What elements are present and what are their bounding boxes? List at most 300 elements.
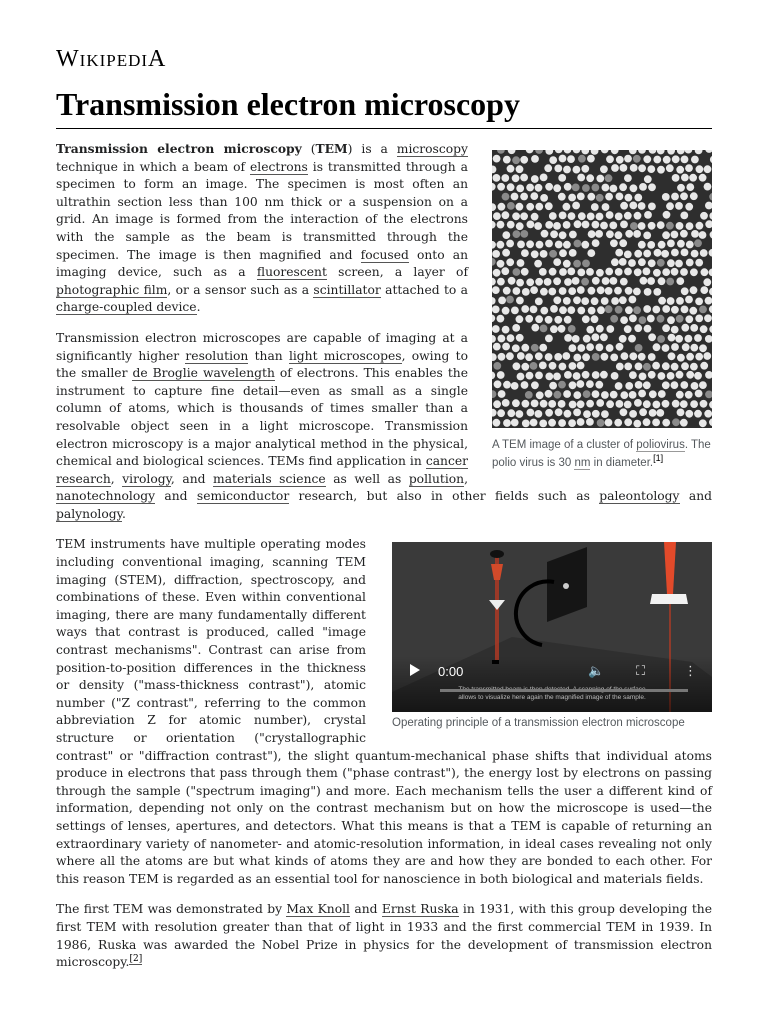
virus-particle bbox=[634, 194, 642, 202]
virus-particle bbox=[526, 240, 534, 248]
virus-particle bbox=[535, 410, 543, 418]
virus-particle bbox=[681, 287, 689, 295]
virus-particle bbox=[577, 174, 585, 182]
virus-particle bbox=[559, 249, 567, 257]
virus-particle bbox=[531, 324, 539, 332]
virus-particle bbox=[559, 287, 567, 295]
virus-particle bbox=[694, 372, 702, 380]
virus-particle bbox=[525, 315, 533, 323]
link-virology[interactable]: virology bbox=[122, 471, 171, 486]
virus-particle bbox=[588, 307, 596, 315]
virus-particle bbox=[667, 240, 675, 248]
virus-particle bbox=[680, 212, 688, 220]
virus-particle bbox=[559, 155, 567, 163]
virus-particle bbox=[681, 306, 689, 314]
virus-particle bbox=[620, 408, 628, 416]
virus-particle bbox=[685, 164, 693, 172]
virus-particle bbox=[502, 231, 510, 239]
virus-particle bbox=[567, 155, 575, 163]
virus-particle bbox=[648, 203, 656, 211]
nm-link[interactable]: nm bbox=[574, 456, 591, 469]
volume-icon[interactable]: 🔈 bbox=[588, 663, 605, 679]
resolution-paragraph: Transmission electron microscopes are capable of imaging at a significantly higher resolution than light microscopes, owing to the smaller de Broglie wavelength of electrons. This enables the instrument to capture fine detail—even as small as a single column of atoms, which is thousands of times smaller than a resolvable object seen in a light microscope. Transmission electron microscopy is a major analytical method in the physical, chemical and biological sciences. TEMs find application in cancer research, virology, and materials science as well as pollution, nanotechnology and semiconductor research, but also in other fields such as paleontology and palynology. bbox=[56, 330, 712, 521]
virus-particle bbox=[694, 239, 702, 247]
tem-video-caption: Operating principle of a transmission electron microscope bbox=[392, 717, 685, 730]
virus-particle bbox=[545, 390, 553, 398]
virus-particle bbox=[700, 400, 708, 408]
virus-particle bbox=[615, 306, 623, 314]
virus-particle bbox=[647, 277, 655, 285]
virus-particle bbox=[638, 258, 646, 266]
virus-particle bbox=[502, 343, 510, 351]
virus-particle bbox=[497, 183, 505, 191]
virus-particle bbox=[530, 306, 538, 314]
virus-particle bbox=[498, 353, 506, 361]
virus-particle bbox=[602, 277, 610, 285]
virus-particle bbox=[619, 239, 627, 247]
virus-particle bbox=[577, 269, 585, 277]
virus-particle bbox=[662, 193, 670, 201]
virus-particle bbox=[531, 250, 539, 258]
virus-particle bbox=[502, 326, 510, 334]
virus-particle bbox=[624, 325, 632, 333]
virus-particle bbox=[671, 343, 679, 351]
virus-particle bbox=[555, 241, 563, 249]
link-palynology[interactable]: palynology bbox=[56, 506, 122, 521]
virus-particle bbox=[657, 335, 665, 343]
virus-particle bbox=[512, 344, 520, 352]
virus-particle bbox=[501, 267, 509, 275]
virus-particle bbox=[675, 260, 683, 268]
fullscreen-icon[interactable]: ⛶ bbox=[636, 663, 646, 679]
virus-particle bbox=[657, 166, 665, 174]
virus-particle bbox=[606, 211, 614, 219]
virus-particle bbox=[540, 250, 548, 258]
virus-particle bbox=[677, 184, 685, 192]
virus-particle bbox=[610, 391, 618, 399]
virus-particle bbox=[658, 390, 666, 398]
virus-particle bbox=[666, 222, 674, 230]
virus-particle bbox=[577, 193, 585, 201]
virus-particle bbox=[620, 316, 628, 324]
virus-particle bbox=[497, 260, 505, 268]
virus-particle bbox=[531, 155, 539, 163]
tem-video-player[interactable] bbox=[392, 542, 712, 712]
virus-particle bbox=[563, 166, 571, 174]
virus-particle bbox=[545, 221, 553, 229]
link-microscopy[interactable]: microscopy bbox=[396, 142, 468, 156]
virus-particle bbox=[586, 343, 594, 351]
virus-particle bbox=[676, 166, 684, 174]
virus-particle bbox=[680, 192, 688, 200]
virus-particle bbox=[672, 155, 680, 163]
virus-particle bbox=[672, 400, 680, 408]
virus-particle bbox=[680, 400, 688, 408]
virus-particle bbox=[643, 268, 651, 276]
link-scintillator[interactable]: scintillator bbox=[313, 282, 381, 297]
virus-particle bbox=[493, 362, 501, 370]
link-nanotechnology[interactable]: nanotechnology bbox=[56, 489, 156, 504]
virus-particle bbox=[564, 334, 572, 342]
virus-particle bbox=[671, 193, 679, 201]
virus-particle bbox=[494, 380, 502, 388]
virus-particle bbox=[635, 344, 643, 352]
virus-particle bbox=[695, 298, 703, 306]
virus-particle bbox=[563, 390, 571, 398]
virus-particle bbox=[615, 382, 623, 390]
virus-particle bbox=[578, 212, 586, 220]
virus-particle bbox=[600, 222, 608, 230]
virus-particle bbox=[699, 174, 707, 182]
virus-particle bbox=[605, 305, 613, 313]
virus-particle bbox=[569, 344, 577, 352]
virus-particle bbox=[506, 352, 514, 360]
virus-particle bbox=[573, 354, 581, 362]
virus-particle bbox=[633, 420, 641, 428]
virus-particle bbox=[628, 259, 636, 267]
virus-particle bbox=[562, 352, 570, 360]
virus-particle bbox=[638, 202, 646, 210]
virus-particle bbox=[568, 287, 576, 295]
virus-particle bbox=[643, 250, 651, 258]
virus-particle bbox=[648, 333, 656, 341]
tem-video-figure bbox=[392, 542, 712, 732]
virus-particle bbox=[553, 296, 561, 304]
link-focused[interactable]: focused bbox=[360, 247, 409, 262]
virus-particle bbox=[581, 278, 589, 286]
virus-particle bbox=[611, 258, 619, 266]
virus-particle bbox=[569, 249, 577, 257]
virus-particle bbox=[534, 222, 542, 230]
virus-particle bbox=[498, 335, 506, 343]
virus-particle bbox=[568, 194, 576, 202]
virus-particle bbox=[699, 344, 707, 352]
virus-particle bbox=[615, 268, 623, 276]
virus-particle bbox=[704, 410, 712, 418]
virus-particle bbox=[592, 353, 600, 361]
virus-particle bbox=[696, 222, 704, 230]
tem-poliovirus-image[interactable] bbox=[492, 150, 712, 428]
virus-particle bbox=[600, 165, 608, 173]
virus-particle bbox=[639, 373, 647, 381]
virus-particle bbox=[498, 390, 506, 398]
virus-particle bbox=[681, 174, 689, 182]
virus-particle bbox=[611, 297, 619, 305]
virus-particle bbox=[502, 307, 510, 315]
virus-particle bbox=[690, 344, 698, 352]
virus-particle bbox=[493, 419, 501, 427]
virus-particle bbox=[545, 316, 553, 324]
virus-particle bbox=[530, 362, 538, 370]
virus-particle bbox=[516, 222, 524, 230]
virus-particle bbox=[512, 156, 520, 164]
virus-particle bbox=[572, 184, 580, 192]
virus-particle bbox=[629, 391, 637, 399]
virus-particle bbox=[522, 288, 530, 296]
virus-particle bbox=[553, 373, 561, 381]
virus-particle bbox=[619, 335, 627, 343]
wikipedia-wordmark[interactable]: WikipediA bbox=[56, 46, 167, 72]
virus-particle bbox=[492, 325, 500, 333]
virus-particle bbox=[629, 352, 637, 360]
virus-particle bbox=[513, 230, 521, 238]
virus-particle bbox=[704, 183, 712, 191]
virus-particle bbox=[614, 419, 622, 427]
virus-particle bbox=[676, 371, 684, 379]
virus-particle bbox=[647, 315, 655, 323]
virus-particle bbox=[503, 381, 511, 389]
virus-particle bbox=[521, 249, 529, 257]
virus-particle bbox=[609, 222, 617, 230]
virus-particle bbox=[691, 156, 699, 164]
virus-particle bbox=[662, 362, 670, 370]
virus-particle bbox=[672, 418, 680, 426]
virus-particle bbox=[700, 249, 708, 257]
virus-particle bbox=[569, 381, 577, 389]
virus-particle bbox=[643, 363, 651, 371]
virus-particle bbox=[583, 390, 591, 398]
virus-particle bbox=[549, 268, 557, 276]
virus-particle bbox=[521, 363, 529, 371]
virus-particle bbox=[572, 335, 580, 343]
virus-particle bbox=[685, 335, 693, 343]
virus-particle bbox=[586, 400, 594, 408]
virus-particle bbox=[535, 352, 543, 360]
virus-particle bbox=[624, 418, 632, 426]
link-materials-science[interactable]: materials science bbox=[213, 471, 326, 486]
virus-particle bbox=[577, 344, 585, 352]
link-fluorescent[interactable]: fluorescent bbox=[256, 265, 327, 280]
virus-particle bbox=[577, 380, 585, 388]
virus-particle bbox=[624, 401, 632, 409]
virus-particle bbox=[620, 164, 628, 172]
link-cancer-research[interactable]: cancer research bbox=[56, 454, 468, 486]
virus-particle bbox=[503, 156, 511, 164]
virus-particle bbox=[634, 399, 642, 407]
intro-paragraph: Transmission electron microscopy (TEM) is a microscopy technique in which a beam of electrons is transmitted through a specimen to form an image. The specimen is most often an ultrathin section less than 100 nm thick or a suspension on a grid. An image is formed from the interaction of the electrons with the sample as the beam is transmitted through the specimen. The image is then magnified and focused onto an imaging device, such as a fluorescent screen, a layer of photographic film, or a sensor such as a scintillator attached to a charge-coupled device. bbox=[56, 141, 469, 315]
link-pollution[interactable]: pollution bbox=[408, 471, 465, 486]
virus-particle bbox=[657, 315, 665, 323]
virus-particle bbox=[564, 316, 572, 324]
virus-particle bbox=[539, 420, 547, 428]
virus-particle bbox=[691, 382, 699, 390]
virus-particle bbox=[569, 401, 577, 409]
virus-particle bbox=[629, 315, 637, 323]
virus-particle bbox=[545, 353, 553, 361]
virus-particle bbox=[668, 352, 676, 360]
virus-particle bbox=[643, 418, 651, 426]
virus-particle bbox=[635, 363, 643, 371]
virus-particle bbox=[587, 193, 595, 201]
virus-particle bbox=[610, 277, 618, 285]
virus-particle bbox=[621, 352, 629, 360]
virus-particle bbox=[644, 325, 652, 333]
virus-particle bbox=[539, 344, 547, 352]
virus-particle bbox=[596, 325, 604, 333]
virus-particle bbox=[493, 269, 501, 277]
virus-particle bbox=[648, 371, 656, 379]
virus-particle bbox=[629, 410, 637, 418]
reference-1-link[interactable]: [1] bbox=[653, 452, 664, 463]
virus-particle bbox=[572, 202, 580, 210]
virus-particle bbox=[558, 400, 566, 408]
virus-particle bbox=[686, 353, 694, 361]
virus-particle bbox=[605, 419, 613, 427]
virus-particle bbox=[563, 260, 571, 268]
virus-particle bbox=[680, 230, 688, 238]
virus-particle bbox=[601, 391, 609, 399]
virus-particle bbox=[676, 391, 684, 399]
virus-particle bbox=[668, 334, 676, 342]
virus-particle bbox=[535, 315, 543, 323]
virus-particle bbox=[574, 220, 582, 228]
virus-particle bbox=[602, 184, 610, 192]
virus-particle bbox=[531, 344, 539, 352]
virus-particle bbox=[544, 164, 552, 172]
link-ernst-ruska[interactable]: Ernst Ruska bbox=[381, 902, 459, 917]
poliovirus-link[interactable]: poliovirus bbox=[636, 438, 685, 451]
link-electrons[interactable]: electrons bbox=[250, 159, 308, 174]
virus-particle bbox=[545, 373, 553, 381]
virus-particle bbox=[591, 315, 599, 323]
virus-particle bbox=[680, 268, 688, 276]
virus-particle bbox=[554, 391, 562, 399]
virus-particle bbox=[686, 183, 694, 191]
virus-particle bbox=[671, 306, 679, 314]
virus-particle bbox=[667, 297, 675, 305]
virus-particle bbox=[558, 381, 566, 389]
virus-particle bbox=[648, 183, 656, 191]
virus-particle bbox=[629, 296, 637, 304]
virus-particle bbox=[573, 409, 581, 417]
virus-particle bbox=[671, 231, 679, 239]
virus-particle bbox=[638, 353, 646, 361]
virus-particle bbox=[586, 268, 594, 276]
virus-particle bbox=[558, 419, 566, 427]
virus-particle bbox=[638, 164, 646, 172]
virus-particle bbox=[536, 391, 544, 399]
virus-particle bbox=[611, 372, 619, 380]
virus-particle bbox=[658, 297, 666, 305]
virus-particle bbox=[553, 222, 561, 230]
virus-particle bbox=[540, 325, 548, 333]
virus-particle bbox=[525, 391, 533, 399]
virus-particle bbox=[530, 419, 538, 427]
virus-particle bbox=[513, 362, 521, 370]
virus-particle bbox=[695, 259, 703, 267]
link-de-broglie-wavelength[interactable]: de Broglie wavelength bbox=[132, 366, 275, 381]
virus-particle bbox=[644, 211, 652, 219]
virus-particle bbox=[588, 230, 596, 238]
virus-particle bbox=[549, 250, 557, 258]
virus-particle bbox=[647, 241, 655, 249]
virus-particle bbox=[630, 222, 638, 230]
link-photographic-film[interactable]: photographic film bbox=[56, 282, 168, 297]
link-light-microscopes[interactable]: light microscopes bbox=[288, 348, 402, 363]
virus-particle bbox=[616, 343, 624, 351]
virus-particle bbox=[545, 202, 553, 210]
virus-particle bbox=[620, 221, 628, 229]
virus-particle bbox=[690, 324, 698, 332]
virus-particle bbox=[577, 400, 585, 408]
virus-particle bbox=[625, 382, 633, 390]
virus-particle bbox=[526, 203, 534, 211]
virus-particle bbox=[643, 155, 651, 163]
virus-particle bbox=[633, 155, 641, 163]
virus-particle bbox=[666, 278, 674, 286]
virus-particle bbox=[653, 156, 661, 164]
virus-particle bbox=[658, 372, 666, 380]
virus-particle bbox=[663, 211, 671, 219]
virus-particle bbox=[502, 211, 510, 219]
virus-particle bbox=[600, 371, 608, 379]
virus-particle bbox=[700, 212, 708, 220]
virus-particle bbox=[695, 315, 703, 323]
link-paleontology[interactable]: paleontology bbox=[599, 489, 680, 504]
reference-2-link[interactable]: [2] bbox=[129, 954, 143, 965]
virus-particle bbox=[619, 296, 627, 304]
video-progress-bar[interactable] bbox=[440, 689, 688, 692]
virus-particle bbox=[633, 306, 641, 314]
virus-particle bbox=[699, 381, 707, 389]
virus-particle bbox=[677, 409, 685, 417]
virus-particle bbox=[614, 287, 622, 295]
virus-particle bbox=[661, 250, 669, 258]
virus-particle bbox=[634, 212, 642, 220]
virus-particle bbox=[582, 315, 590, 323]
play-icon[interactable] bbox=[410, 664, 420, 676]
virus-particle bbox=[563, 241, 571, 249]
virus-particle bbox=[516, 165, 524, 173]
virus-particle bbox=[592, 239, 600, 247]
more-options-icon[interactable]: ⋮ bbox=[684, 663, 697, 679]
virus-particle bbox=[554, 316, 562, 324]
virus-particle bbox=[498, 203, 506, 211]
link-resolution[interactable]: resolution bbox=[185, 348, 249, 363]
virus-particle bbox=[573, 260, 581, 268]
virus-particle bbox=[586, 380, 594, 388]
virus-particle bbox=[662, 419, 670, 427]
virus-particle bbox=[616, 363, 624, 371]
virus-particle bbox=[615, 213, 623, 221]
virus-particle bbox=[535, 184, 543, 192]
virus-particle bbox=[516, 279, 524, 287]
virus-particle bbox=[564, 183, 572, 191]
virus-particle bbox=[657, 221, 665, 229]
link-semiconductor[interactable]: semiconductor bbox=[196, 489, 290, 504]
link-max-knoll[interactable]: Max Knoll bbox=[286, 902, 350, 917]
virus-particle bbox=[517, 259, 525, 267]
virus-particle bbox=[582, 221, 590, 229]
virus-particle bbox=[511, 307, 519, 315]
virus-particle bbox=[629, 202, 637, 210]
virus-particle bbox=[624, 251, 632, 259]
virus-particle bbox=[634, 324, 642, 332]
virus-particle bbox=[574, 240, 582, 248]
virus-particle bbox=[581, 241, 589, 249]
virus-particle bbox=[492, 306, 500, 314]
virus-particle bbox=[595, 381, 603, 389]
virus-particle bbox=[625, 287, 633, 295]
virus-particle bbox=[624, 363, 632, 371]
link-charge-coupled-device[interactable]: charge-coupled device bbox=[56, 300, 197, 315]
virus-particle bbox=[536, 241, 544, 249]
virus-particle bbox=[667, 259, 675, 267]
virus-particle bbox=[534, 260, 542, 268]
virus-particle bbox=[667, 316, 675, 324]
virus-particle bbox=[578, 155, 586, 163]
virus-particle bbox=[681, 362, 689, 370]
